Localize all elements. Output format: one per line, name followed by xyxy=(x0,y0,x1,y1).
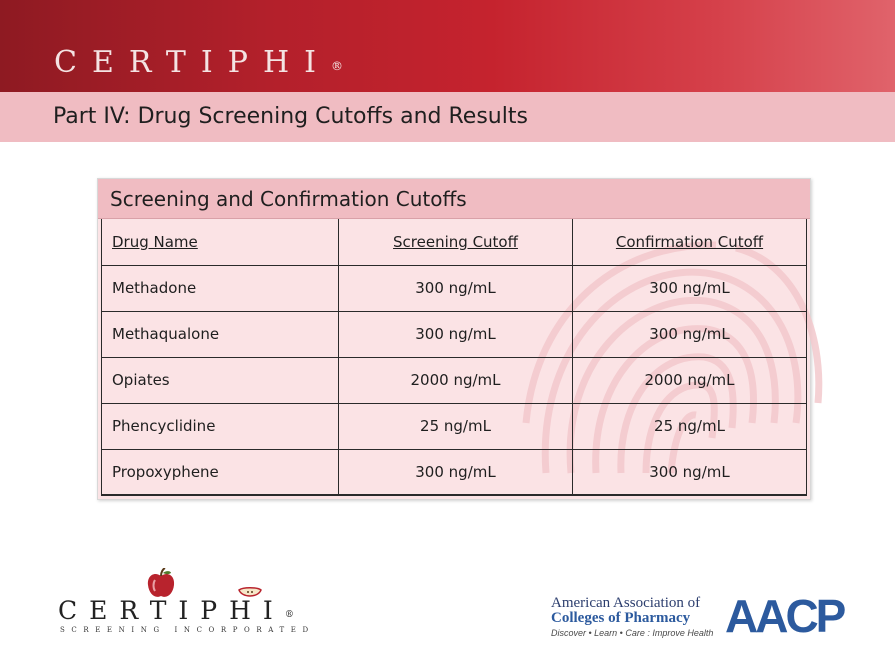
drug-name-cell: Methaqualone xyxy=(102,311,339,357)
slide-title: Part IV: Drug Screening Cutoffs and Results xyxy=(53,104,528,129)
confirmation-cutoff-cell: 2000 ng/mL xyxy=(573,357,807,403)
table-row xyxy=(102,403,807,449)
confirmation-cutoff-cell: 300 ng/mL xyxy=(573,449,807,495)
table-caption-bar xyxy=(98,179,810,219)
confirmation-cutoff-cell: 25 ng/mL xyxy=(573,403,807,449)
table-header-row xyxy=(102,219,807,265)
table-row xyxy=(102,265,807,311)
header-brand-logo xyxy=(54,46,343,83)
cutoffs-table xyxy=(101,219,807,496)
cutoffs-table-panel xyxy=(97,178,811,500)
aacp-logo xyxy=(551,590,851,653)
aacp-line-2: Colleges of Pharmacy xyxy=(551,610,691,626)
screening-cutoff-cell: 2000 ng/mL xyxy=(339,357,573,403)
drug-name-cell: Methadone xyxy=(102,265,339,311)
aacp-mark: AACP xyxy=(725,590,844,642)
confirmation-cutoff-cell: 300 ng/mL xyxy=(573,265,807,311)
aacp-line-3: Discover • Learn • Care : Improve Health xyxy=(551,628,714,638)
header-brand-text: CERTIPHI xyxy=(54,45,331,80)
drug-name-cell: Opiates xyxy=(102,357,339,403)
table-row xyxy=(102,311,807,357)
footer-brand-text: CERTIPHI xyxy=(58,596,285,625)
footer-tagline: SCREENING INCORPORATED xyxy=(60,626,315,634)
screening-cutoff-cell: 300 ng/mL xyxy=(339,265,573,311)
table-caption: Screening and Confirmation Cutoffs xyxy=(110,187,467,211)
column-header-screening-cutoff: Screening Cutoff xyxy=(339,219,573,265)
column-header-drug-name: Drug Name xyxy=(102,219,339,265)
footer-brand-registered-mark: ® xyxy=(284,610,294,620)
column-header-confirmation-cutoff: Confirmation Cutoff xyxy=(573,219,807,265)
screening-cutoff-cell: 300 ng/mL xyxy=(339,311,573,357)
header-brand-registered-mark: ® xyxy=(330,59,343,73)
table-row xyxy=(102,449,807,495)
table-row xyxy=(102,357,807,403)
footer-brand xyxy=(58,596,294,630)
confirmation-cutoff-cell: 300 ng/mL xyxy=(573,311,807,357)
drug-name-cell: Propoxyphene xyxy=(102,449,339,495)
aacp-line-1: American Association of xyxy=(551,595,701,611)
screening-cutoff-cell: 25 ng/mL xyxy=(339,403,573,449)
drug-name-cell: Phencyclidine xyxy=(102,403,339,449)
certiphi-footer-logo xyxy=(58,568,315,648)
screening-cutoff-cell: 300 ng/mL xyxy=(339,449,573,495)
